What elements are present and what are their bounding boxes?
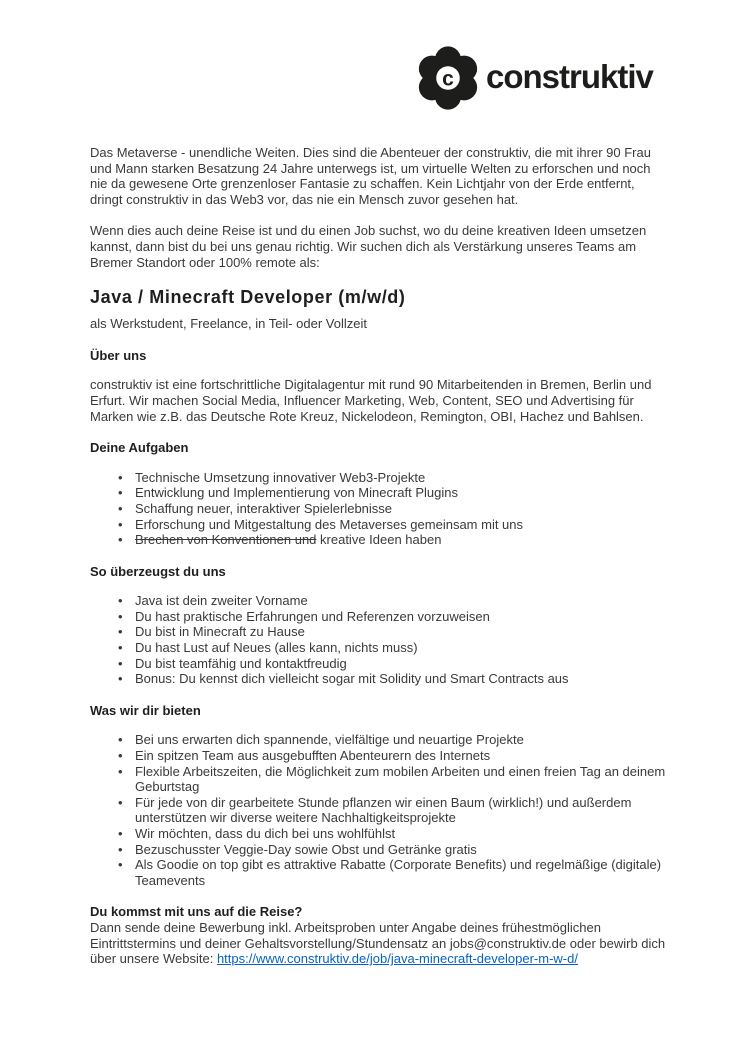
list-item: • Bonus: Du kennst dich vielleicht sogar mit Solidity und Smart Contracts aus xyxy=(90,671,666,687)
brand-name: construktiv xyxy=(486,57,653,95)
list-item: • Erforschung und Mitgestaltung des Metaverses gemeinsam mit uns xyxy=(90,517,666,533)
list-item: • Entwicklung und Implementierung von Minecraft Plugins xyxy=(90,485,666,501)
list-item: • Schaffung neuer, interaktiver Spielerlebnisse xyxy=(90,501,666,517)
logo-monogram: c xyxy=(442,67,454,91)
list-item: • Du bist in Minecraft zu Hause xyxy=(90,624,666,640)
brand-logo xyxy=(417,44,653,112)
section-heading-benefits: Was wir dir bieten xyxy=(90,702,201,718)
list-item: • Du bist teamfähig und kontaktfreudig xyxy=(90,656,666,672)
job-application-link[interactable]: https://www.construktiv.de/job/java-minecraft-developer-m-w-d/ xyxy=(216,951,578,967)
job-posting-content xyxy=(90,145,666,967)
list-item: • Bezuschusster Veggie-Day sowie Obst und Getränke gratis xyxy=(90,842,666,858)
job-subtitle: als Werkstudent, Freelance, in Teil- oder Vollzeit xyxy=(90,316,367,332)
list-item: • Java ist dein zweiter Vorname xyxy=(90,593,666,609)
list-item: • Technische Umsetzung innovativer Web3-Projekte xyxy=(90,470,666,486)
outro-body-text: Dann sende deine Bewerbung inkl. Arbeitsproben unter Angabe deines frühestmöglichen Eintrittstermins und deiner Gehaltsvorstellung/Stundensatz an jobs@construktiv.de oder bewirb dich über unsere Website: xyxy=(90,919,666,967)
outro-paragraph xyxy=(90,920,666,967)
intro-paragraph-1: Das Metaverse - unendliche Weiten. Dies sind die Abenteuer der construktiv, die mit ihrer 90 Frau und Mann starken Besatzung 24 Jahre unterwegs ist, um virtuelle Welten zu erforschen und noch nie da gewesene Orte grenzenloser Fantasie zu schaffen. Kein Lichtjahr von der Erde entfernt, dringt construktiv in das Web3 vor, das nie ein Mensch zuvor gesehen hat. xyxy=(90,145,651,207)
rest-text: kreative Ideen haben xyxy=(316,532,442,548)
section-heading-profile: So überzeugst du uns xyxy=(90,563,226,579)
list-item: • Ein spitzen Team aus ausgebufften Abenteurern des Internets xyxy=(90,748,666,764)
about-paragraph: construktiv ist eine fortschrittliche Digitalagentur mit rund 90 Mitarbeitenden in Bremen, Berlin und Erfurt. Wir machen Social Media, Influencer Marketing, Web, Content, SEO und Advertising für Marken wie z.B. das Deutsche Rote Kreuz, Nickelodeon, Remington, OBI, Hachez und Bahlsen. xyxy=(90,377,652,424)
outro-heading: Du kommst mit uns auf die Reise? xyxy=(90,904,303,920)
construktiv-flower-icon xyxy=(417,44,479,112)
section-heading-about: Über uns xyxy=(90,347,147,363)
profile-list xyxy=(90,593,666,687)
list-item: • Bei uns erwarten dich spannende, vielfältige und neuartige Projekte xyxy=(90,732,666,748)
list-item: • Du hast Lust auf Neues (alles kann, nichts muss) xyxy=(90,640,666,656)
struck-text: Brechen von Konventionen und xyxy=(135,532,317,548)
job-title: Java / Minecraft Developer (m/w/d) xyxy=(90,287,406,308)
benefits-list xyxy=(90,732,666,888)
tasks-list xyxy=(90,470,666,548)
intro-paragraph-2: Wenn dies auch deine Reise ist und du einen Job suchst, wo du deine kreativen Ideen umsetzen kannst, dann bist du bei uns genau richtig. Wir suchen dich als Verstärkung unseres Teams am Bremer Standort oder 100% remote als: xyxy=(90,223,647,270)
list-item: • Als Goodie on top gibt es attraktive Rabatte (Corporate Benefits) und regelmäßige (digitale) Teamevents xyxy=(90,857,666,888)
section-heading-tasks: Deine Aufgaben xyxy=(90,440,189,456)
list-item: • Für jede von dir gearbeitete Stunde pflanzen wir einen Baum (wirklich!) und außerdem unterstützen wir diverse weitere Nachhaltigkeitsprojekte xyxy=(90,795,666,826)
list-item: • Wir möchten, dass du dich bei uns wohlfühlst xyxy=(90,826,666,842)
list-item-with-strikethrough xyxy=(90,532,666,548)
list-item: • Flexible Arbeitszeiten, die Möglichkeit zum mobilen Arbeiten und einen freien Tag an deinem Geburtstag xyxy=(90,764,666,795)
list-item: • Du hast praktische Erfahrungen und Referenzen vorzuweisen xyxy=(90,609,666,625)
